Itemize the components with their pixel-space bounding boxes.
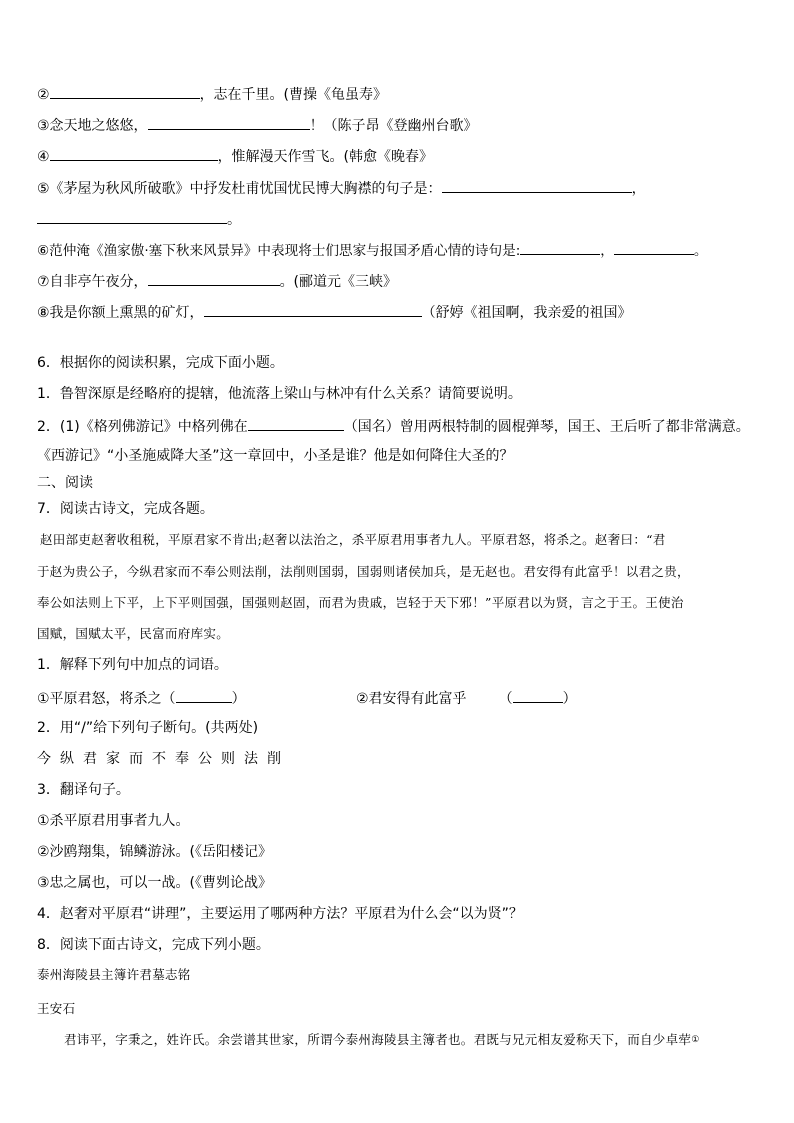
q7-title: 7．阅读古诗文，完成各题。 <box>37 501 214 517</box>
passage-text: 君讳平，字秉之，姓许氏。余尝谱其世家，所谓今泰州海陵县主簿者也。君既与兄元相友爱称天下，而自少卓荦 <box>64 1032 692 1047</box>
line-text: ⑤《茅屋为秋风所破歌》中抒发杜甫忧国忧民博大胸襟的句子是： <box>37 181 442 197</box>
question-text: 2．(1)《格列佛游记》中格列佛在 <box>37 419 248 435</box>
line-text: （舒婷《祖国啊，我亲爱的祖国》 <box>421 305 632 321</box>
answer-blank[interactable] <box>513 688 563 703</box>
answer-blank[interactable] <box>520 240 600 255</box>
answer-blank[interactable] <box>50 146 218 161</box>
fill-in-line-5 <box>37 178 646 198</box>
line-text: 。(郦道元《三峡》 <box>279 274 398 290</box>
item-number: ② <box>37 87 50 103</box>
q7-sub-1: 1．解释下列句中加点的词语。 <box>37 657 228 673</box>
q6-title: 6．根据你的阅读积累，完成下面小题。 <box>37 355 284 371</box>
fill-in-line-2 <box>37 84 387 104</box>
q7-sub-4: 4．赵奢对平原君“讲理”，主要运用了哪两种方法？平原君为什么会“以为贤”？ <box>37 906 523 922</box>
line-text: ⑧我是你额上熏黑的矿灯， <box>37 305 204 321</box>
q6-question-2-cont: 《西游记》“小圣施威降大圣”这一章回中，小圣是谁？他是如何降住大圣的？ <box>37 448 514 464</box>
q8-title: 8．阅读下面古诗文，完成下列小题。 <box>37 937 270 953</box>
answer-blank[interactable] <box>442 178 632 193</box>
answer-blank[interactable] <box>176 688 232 703</box>
item-text: ②君安得有此富乎 <box>356 691 467 707</box>
q7-sub-3: 3．翻译句子。 <box>37 782 130 798</box>
punctuation: ， <box>631 181 646 197</box>
q8-heading: 泰州海陵县主簿许君墓志铭 <box>37 967 191 982</box>
fill-in-line-8 <box>37 302 632 322</box>
classical-passage-line: 于赵为贵公子，今纵君家而不奉公则法削，法削则国弱，国弱则诸侯加兵，是无赵也。君安得有此富乎！以君之贵， <box>37 564 690 579</box>
classical-passage-line: 奉公如法则上下平，上下平则国强，国强则赵固，而君为贵戚，岂轻于天下邪！”平原君以为贤，言之于王。王使治 <box>37 595 684 610</box>
line-text: ，志在千里。(曹操《龟虽寿》 <box>199 87 388 103</box>
q7-sub-2-text: 今纵君家而不奉公则法削 <box>37 751 290 767</box>
punctuation: 。 <box>693 243 708 259</box>
q7-sub-3-item-1: ①杀平原君用事者九人。 <box>37 813 190 829</box>
q6-question-1: 1．鲁智深原是经略府的提辖，他流落上梁山与林冲有什么关系？请简要说明。 <box>37 386 522 402</box>
question-text: （国名）曾用两根特制的圆棍弹琴，国王、王后听了都非常满意。 <box>343 419 750 435</box>
punctuation: ） <box>562 691 577 707</box>
line-text: ！（陈子昂《登幽州台歌》 <box>309 118 478 134</box>
item-number: ④ <box>37 149 50 165</box>
answer-blank[interactable] <box>248 416 344 431</box>
answer-blank[interactable] <box>37 209 227 224</box>
line-text: ，惟解漫天作雪飞。(韩愈《晚春》 <box>217 149 434 165</box>
fill-in-line-6 <box>37 240 707 260</box>
answer-blank[interactable] <box>148 271 280 286</box>
fill-in-line-7 <box>37 271 397 291</box>
fill-in-line-5-cont <box>37 209 241 229</box>
line-text: ③念天地之悠悠， <box>37 118 148 134</box>
answer-blank[interactable] <box>148 115 310 130</box>
classical-passage-line: 国赋，国赋太平，民富而府库实。 <box>37 626 230 641</box>
q8-author: 王安石 <box>37 1001 76 1016</box>
fill-in-line-3 <box>37 115 478 135</box>
classical-passage-line: 赵田部吏赵奢收租税，平原君家不肯出;赵奢以法治之，杀平原君用事者九人。平原君怒，将杀之。赵奢曰：“君 <box>40 532 666 547</box>
line-text: ⑦自非亭午夜分， <box>37 274 148 290</box>
answer-blank[interactable] <box>50 84 200 99</box>
punctuation: （ <box>498 691 513 707</box>
answer-blank[interactable] <box>204 302 422 317</box>
item-text: ①平原君怒，将杀之（ <box>37 691 176 707</box>
q7-sub-3-item-2: ②沙鸥翔集，锦鳞游泳。(《岳阳楼记》 <box>37 844 273 860</box>
q6-question-2 <box>37 416 750 436</box>
footnote-marker: ① <box>691 1035 700 1045</box>
answer-blank[interactable] <box>614 240 694 255</box>
fill-in-line-4 <box>37 146 433 166</box>
q7-sub-2: 2．用“/”给下列句子断句。(共两处) <box>37 720 259 736</box>
punctuation: 。 <box>227 212 241 228</box>
q8-passage-line <box>64 1031 700 1049</box>
section-heading: 二、阅读 <box>37 475 93 491</box>
punctuation: ） <box>231 691 246 707</box>
q7-sub-1-item-b <box>356 688 577 708</box>
line-text: ⑥范仲淹《渔家傲·塞下秋来风景异》中表现将士们思家与报国矛盾心情的诗句是: <box>37 243 521 259</box>
punctuation: ， <box>600 243 614 259</box>
q7-sub-3-item-3: ③忠之属也，可以一战。(《曹刿论战》 <box>37 875 273 891</box>
q7-sub-1-items <box>37 688 246 708</box>
